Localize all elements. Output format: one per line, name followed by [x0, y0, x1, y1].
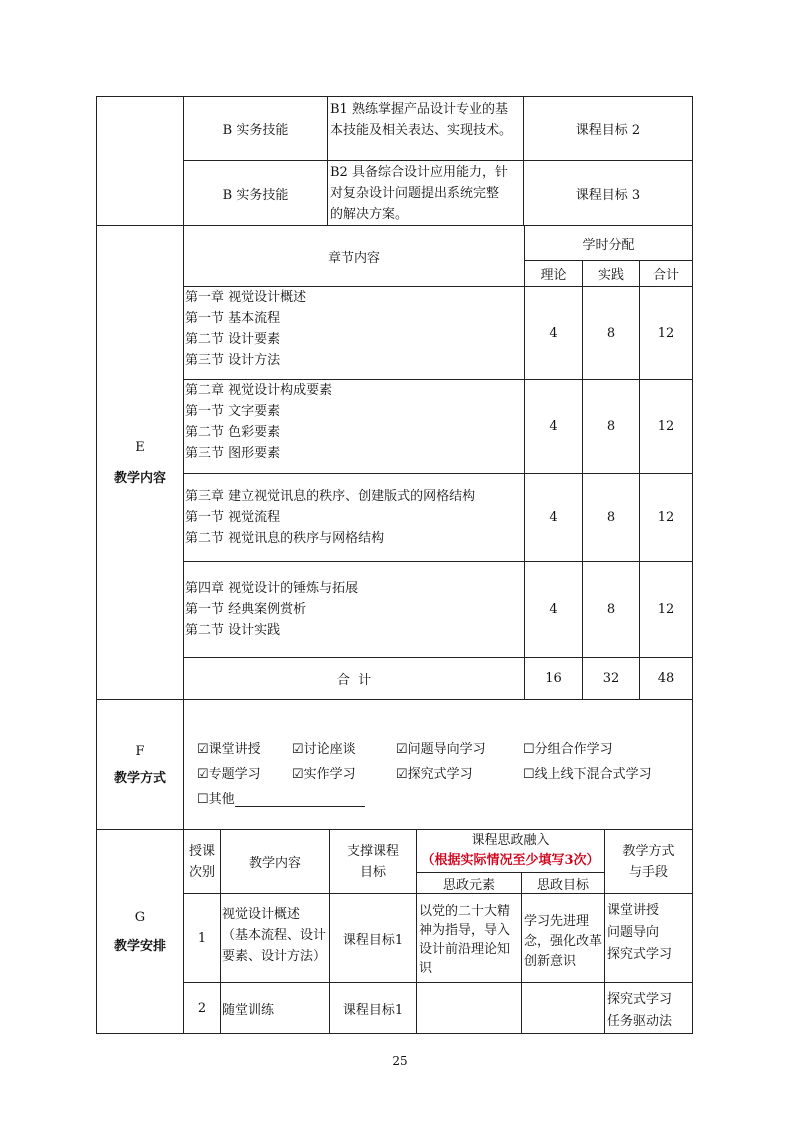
- hours-value: 4: [549, 325, 558, 341]
- section-g-code: G: [134, 909, 146, 925]
- content-line: 随堂训练: [222, 1003, 275, 1018]
- g-row-2-method: [604, 982, 693, 1034]
- content-line: 视觉设计概述: [222, 907, 301, 922]
- checkbox-icon[interactable]: ☑: [197, 742, 209, 757]
- b-desc-line: B2 具备综合设计应用能力，针: [330, 165, 508, 180]
- checkbox-icon[interactable]: ☐: [523, 742, 535, 757]
- other-blank-line[interactable]: [235, 793, 365, 807]
- sum-value: 32: [602, 671, 620, 686]
- e-sum-theory: [524, 657, 583, 700]
- chapter-line: 第一章 视觉设计概述: [185, 290, 307, 305]
- sum-value: 48: [657, 671, 675, 686]
- goal-line: 念，强化改革: [524, 934, 603, 949]
- method-label: 实作学习: [303, 767, 356, 782]
- header-line: 支撑课程: [346, 843, 399, 859]
- hours-value: 8: [606, 602, 616, 617]
- section-e-code: E: [135, 439, 145, 455]
- hours-value: 12: [657, 419, 675, 434]
- header-text: 教学内容: [248, 856, 301, 871]
- chapter-line: 第二节 设计要素: [185, 332, 281, 347]
- session-no: 2: [197, 1000, 207, 1016]
- g-row-1-no: [183, 893, 221, 983]
- content-line: （基本流程、设计: [222, 928, 327, 943]
- method-line: 课堂讲授: [607, 903, 660, 918]
- e-ch2-practice: [582, 379, 640, 474]
- g-header-content: [220, 829, 330, 894]
- e-sum-total: [639, 657, 693, 700]
- b-row-2-target: [523, 160, 693, 226]
- b-target-text: 课程目标 3: [575, 187, 641, 203]
- element-line: 设计前沿理论知: [419, 942, 511, 957]
- e-ch3-theory: [524, 473, 583, 562]
- b-row-1-category: [183, 96, 328, 161]
- g-header-method: [604, 829, 693, 894]
- method-item[interactable]: [523, 738, 613, 757]
- b-row-1-target: [523, 96, 693, 161]
- section-f-methods: [183, 699, 693, 830]
- chapter-line: 第三章 建立视觉讯息的秩序、创建版式的网格结构: [185, 489, 476, 504]
- g-row-1-target: [329, 893, 417, 983]
- e-header-chapter-text: 章节内容: [327, 250, 380, 266]
- chapter-line: 第二节 色彩要素: [185, 425, 281, 440]
- sum-value: 16: [545, 671, 562, 686]
- chapter-line: 第二节 设计实践: [185, 623, 281, 638]
- content-line: 要素、设计方法）: [222, 949, 327, 964]
- e-header-total-text: 合计: [652, 268, 679, 283]
- b-row-1-desc: [327, 96, 524, 161]
- chapter-line: 第四章 视觉设计的锤炼与拓展: [185, 581, 359, 596]
- method-item[interactable]: [197, 763, 261, 782]
- e-ch3-total: [639, 473, 693, 562]
- e-ch1-theory: [524, 286, 583, 380]
- b-desc-line: 本技能及相关表达、实现技术。: [330, 123, 513, 138]
- chapter-line: 第三节 设计方法: [185, 353, 281, 368]
- g-header-target: [329, 829, 417, 894]
- b-category-text: B 实务技能: [222, 123, 289, 138]
- hours-value: 8: [606, 510, 616, 525]
- e-header-total: [639, 260, 693, 287]
- page-number: [370, 1052, 430, 1070]
- g-row-2-goal: [521, 982, 605, 1034]
- chapter-line: 第一节 文字要素: [185, 404, 281, 419]
- e-ch4-theory: [524, 561, 583, 658]
- header-text: 思政目标: [536, 877, 589, 893]
- sum-label-text: 合 计: [336, 673, 372, 688]
- g-row-2-element: [416, 982, 522, 1034]
- e-header-practice: [582, 260, 640, 287]
- header-line: 课程思政融入: [471, 833, 550, 848]
- hours-value: 12: [657, 510, 675, 525]
- e-header-theory: [524, 260, 583, 287]
- method-label: 其他: [208, 792, 235, 807]
- e-ch2-theory: [524, 379, 583, 474]
- hours-value: 4: [549, 419, 558, 434]
- header-line: 授课: [188, 843, 215, 859]
- hours-value: 4: [549, 602, 558, 617]
- method-label: 专题学习: [208, 767, 261, 782]
- section-f-label: 教学方式: [113, 770, 166, 786]
- chapter-line: 第三节 图形要素: [185, 446, 281, 461]
- g-header-element: [416, 872, 522, 894]
- method-item[interactable]: [292, 738, 356, 757]
- hours-value: 12: [657, 602, 675, 617]
- g-row-1-method: [604, 893, 693, 983]
- checkbox-icon[interactable]: ☐: [197, 792, 209, 807]
- method-line: 任务驱动法: [607, 1014, 673, 1029]
- header-line: 教学方式: [622, 843, 675, 859]
- e-header-chapter: [183, 225, 525, 287]
- b-category-text: B 实务技能: [222, 187, 289, 203]
- method-item[interactable]: [197, 738, 261, 757]
- header-note: （根据实际情况至少填写3次）: [421, 853, 600, 868]
- b-desc-line: 对复杂设计问题提出系统完整: [330, 186, 500, 201]
- checkbox-icon[interactable]: ☑: [292, 767, 304, 782]
- checkbox-icon[interactable]: ☑: [396, 742, 408, 757]
- b-target-text: 课程目标 2: [575, 123, 641, 138]
- e-chapter-2: [183, 379, 525, 474]
- g-row-2-target: [329, 982, 417, 1034]
- section-e-label-cell: [96, 225, 184, 700]
- e-header-practice-text: 实践: [597, 268, 624, 283]
- b-row-2-desc: [327, 160, 524, 226]
- target-text: 课程目标1: [342, 932, 404, 948]
- g-row-1-element: [416, 893, 522, 983]
- method-item[interactable]: [292, 763, 356, 782]
- section-e-label: 教学内容: [113, 470, 166, 486]
- chapter-line: 第一节 基本流程: [185, 311, 281, 326]
- chapter-line: 第二章 视觉设计构成要素: [185, 383, 333, 398]
- target-text: 课程目标1: [342, 1002, 404, 1018]
- hours-value: 8: [606, 419, 616, 434]
- method-item[interactable]: [197, 788, 365, 807]
- hours-value: 8: [606, 325, 616, 341]
- g-header-ideology: [416, 829, 605, 873]
- e-chapter-4: [183, 561, 525, 658]
- method-item[interactable]: [396, 738, 486, 757]
- section-g-label-cell: [96, 829, 184, 1034]
- header-line: 目标: [359, 864, 386, 880]
- b-desc-line: 的解决方案。: [330, 207, 409, 222]
- checkbox-icon[interactable]: ☑: [396, 767, 408, 782]
- hours-value: 12: [657, 325, 675, 341]
- method-line: 问题导向: [607, 925, 660, 940]
- e-ch4-total: [639, 561, 693, 658]
- chapter-line: 第二节 视觉讯息的秩序与网格结构: [185, 531, 385, 546]
- header-line: 与手段: [628, 864, 668, 880]
- method-label: 分组合作学习: [534, 742, 613, 757]
- section-g-label: 教学安排: [113, 938, 166, 954]
- method-line: 探究式学习: [607, 992, 673, 1007]
- e-header-hours: [524, 225, 693, 261]
- e-chapter-1: [183, 286, 525, 380]
- g-row-2-no: [183, 982, 221, 1034]
- g-row-2-content: [220, 982, 330, 1034]
- goal-line: 创新意识: [524, 954, 577, 969]
- hours-value: 4: [549, 510, 558, 525]
- section-f-label-cell: [96, 699, 184, 830]
- goal-line: 学习先进理: [524, 914, 590, 929]
- method-item[interactable]: [523, 763, 652, 782]
- e-ch3-practice: [582, 473, 640, 562]
- section-b-left-cell: [96, 96, 184, 226]
- method-label: 课堂讲授: [208, 742, 261, 757]
- e-ch1-practice: [582, 286, 640, 380]
- checkbox-icon[interactable]: ☐: [523, 767, 535, 782]
- session-no: 1: [197, 930, 207, 946]
- chapter-line: 第一节 视觉流程: [185, 510, 281, 525]
- page-number-text: 25: [392, 1054, 408, 1068]
- e-header-hours-text: 学时分配: [582, 237, 635, 253]
- method-label: 问题导向学习: [407, 742, 486, 757]
- section-f-code: F: [135, 743, 145, 759]
- element-line: 神为指导，导入: [419, 923, 511, 938]
- method-line: 探究式学习: [607, 947, 673, 962]
- g-row-1-content: [220, 893, 330, 983]
- e-ch1-total: [639, 286, 693, 380]
- b-row-2-category: [183, 160, 328, 226]
- chapter-line: 第一节 经典案例赏析: [185, 602, 307, 617]
- e-sum-practice: [582, 657, 640, 700]
- e-ch2-total: [639, 379, 693, 474]
- method-label: 探究式学习: [407, 767, 473, 782]
- checkbox-icon[interactable]: ☑: [197, 767, 209, 782]
- b-desc-line: B1 熟练掌握产品设计专业的基: [330, 102, 508, 117]
- method-label: 讨论座谈: [303, 742, 356, 757]
- e-sum-label: [183, 657, 525, 700]
- checkbox-icon[interactable]: ☑: [292, 742, 304, 757]
- element-line: 识: [419, 961, 433, 976]
- e-chapter-3: [183, 473, 525, 562]
- header-line: 次别: [188, 864, 215, 880]
- g-header-goal: [521, 872, 605, 894]
- e-ch4-practice: [582, 561, 640, 658]
- method-item[interactable]: [396, 763, 473, 782]
- g-row-1-goal: [521, 893, 605, 983]
- method-label: 线上线下混合式学习: [534, 767, 652, 782]
- g-header-session: [183, 829, 221, 894]
- header-text: 思政元素: [442, 877, 495, 893]
- element-line: 以党的二十大精: [419, 904, 511, 919]
- e-header-theory-text: 理论: [540, 268, 567, 283]
